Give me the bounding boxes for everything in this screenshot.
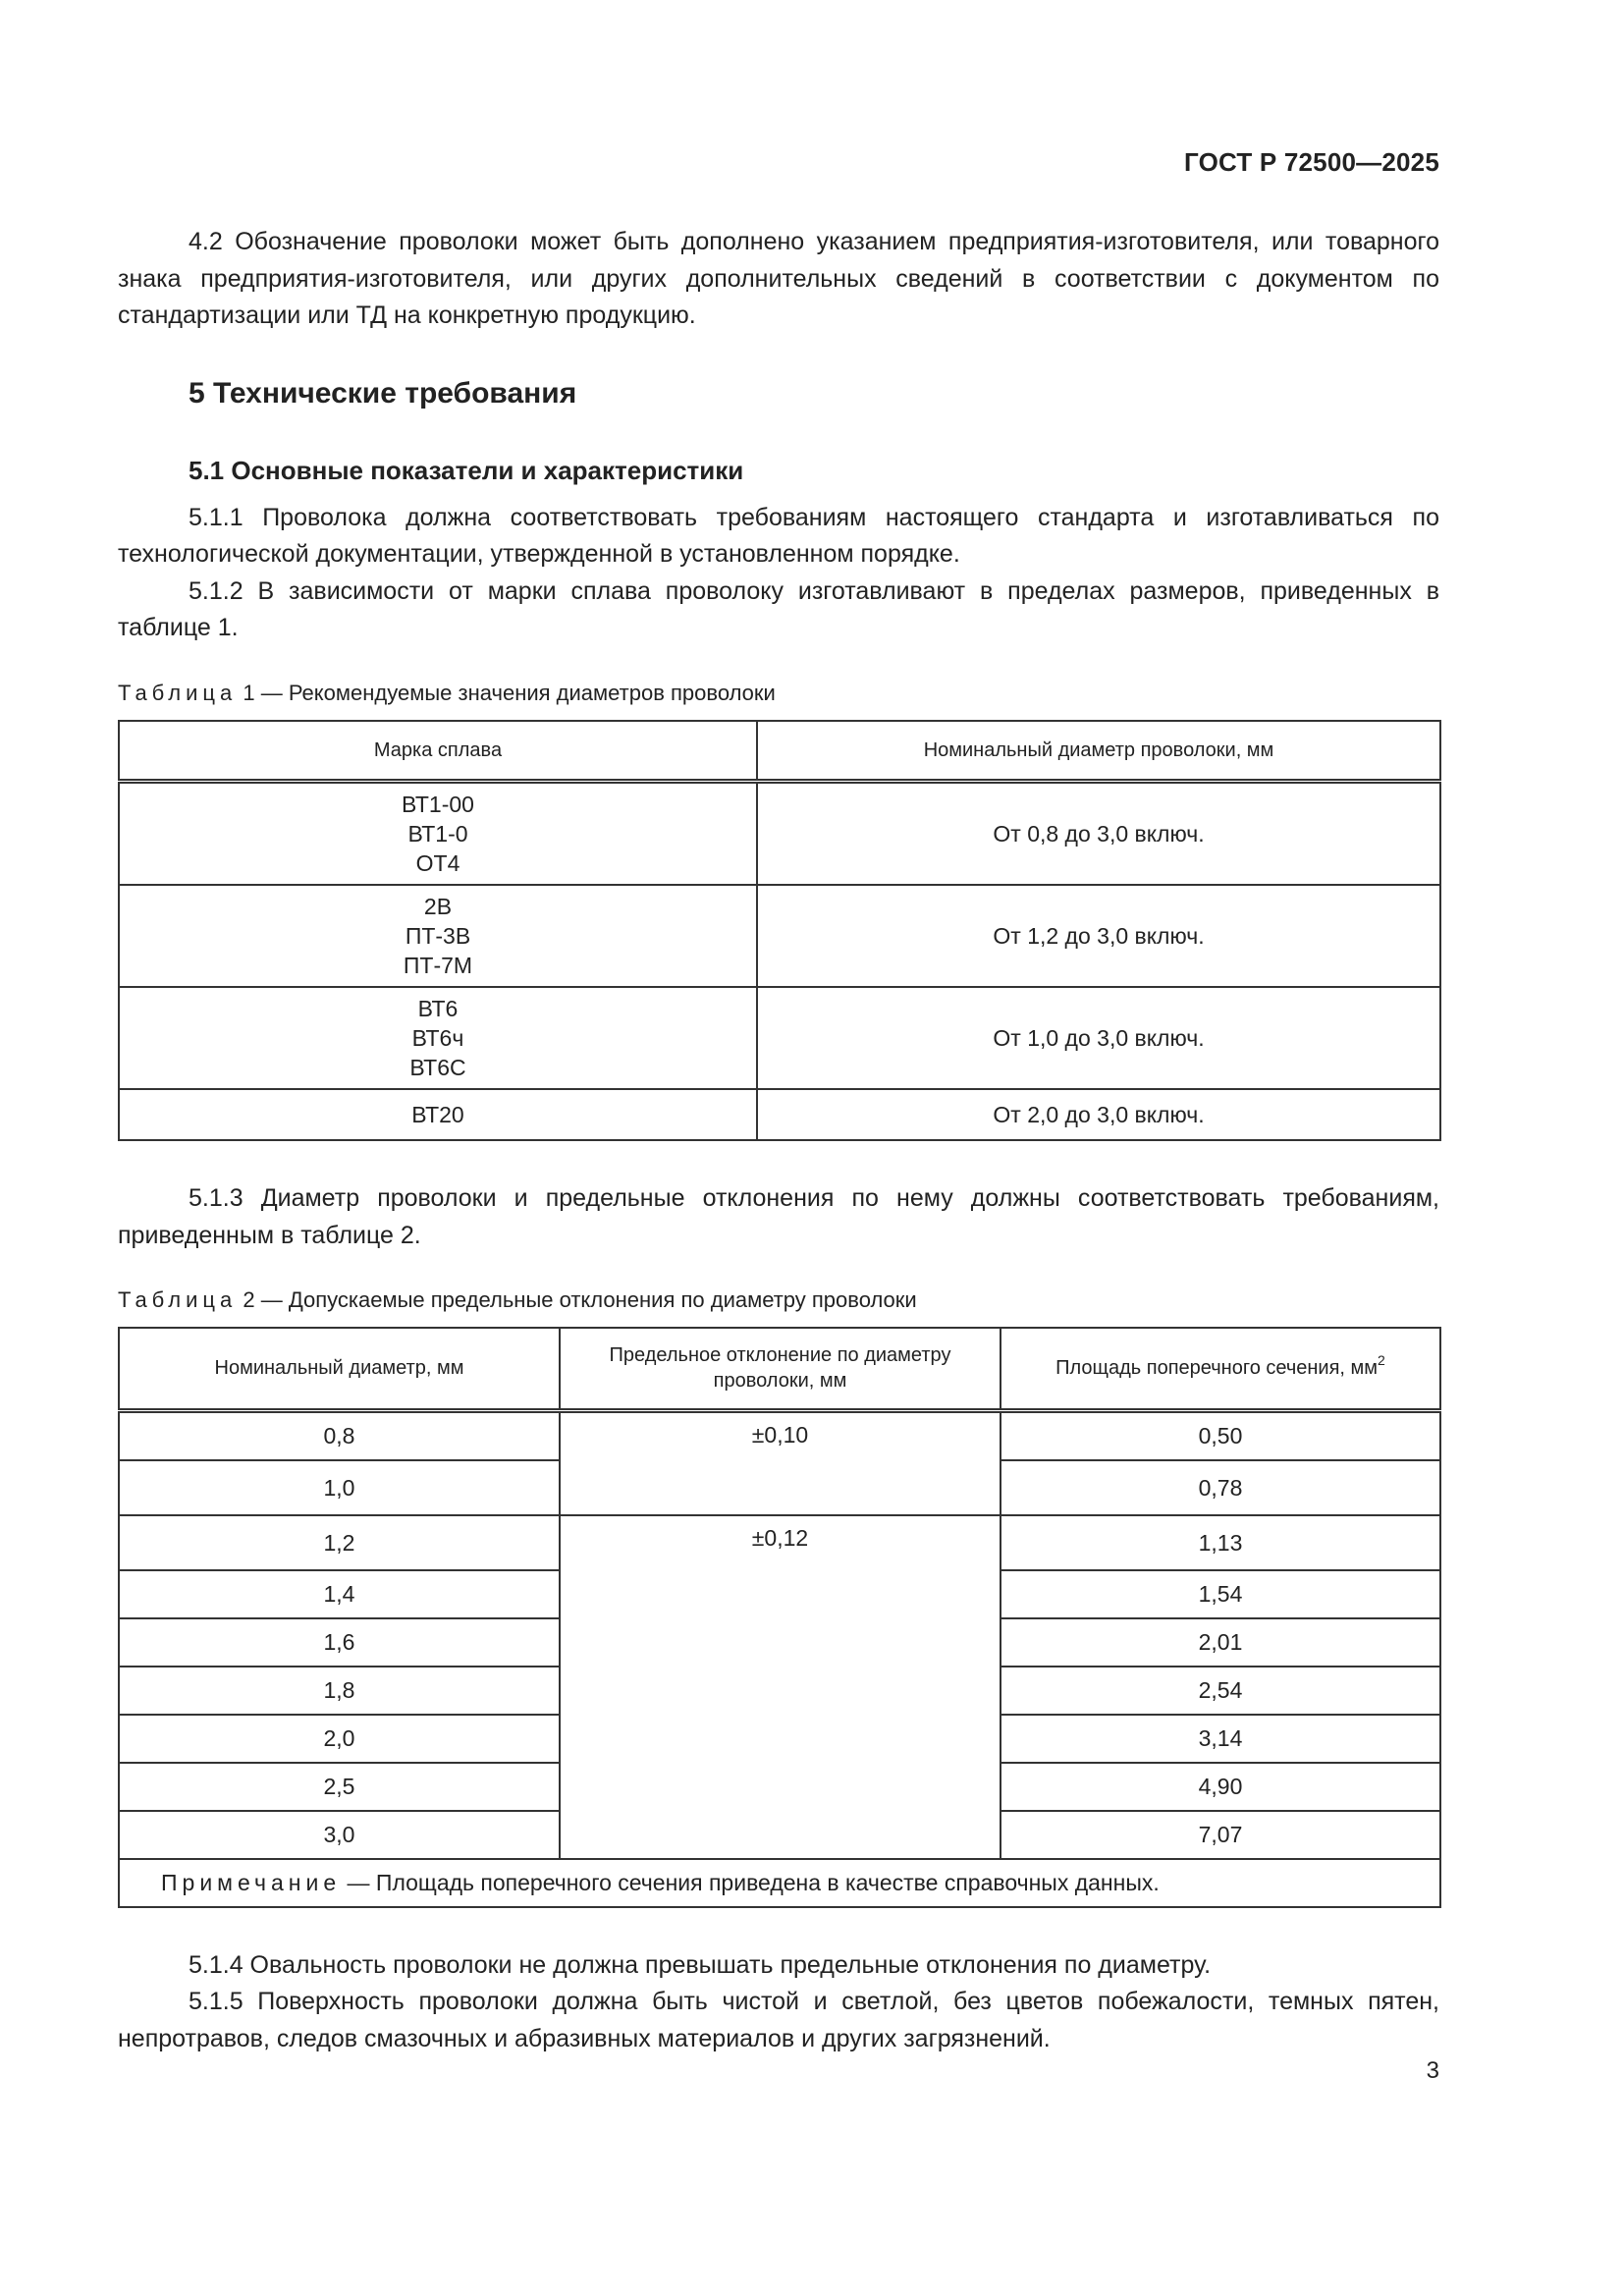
table1-caption-word: Таблица [118,680,238,705]
page-number: 3 [1426,2057,1439,2084]
table2-caption-word: Таблица [118,1287,238,1312]
paragraph-5-1-3: 5.1.3 Диаметр проволоки и предельные отклонения по нему должны соответствовать требованиям, приведенным в таблице 2. [118,1184,1439,1249]
table-row [119,885,1440,987]
note-word: Примечание [161,1870,342,1895]
superscript-2: 2 [1378,1352,1385,1369]
table2-caption [118,1285,1439,1315]
diameter-cell: 1,6 [119,1618,560,1667]
table2-header-tolerance: Предельное отклонение по диаметру проволоки, мм [560,1328,1001,1410]
alloy-grade: ВТ6ч [411,1025,464,1051]
area-cell: 4,90 [1001,1763,1440,1811]
alloy-grade: ОТ4 [415,850,460,876]
diameter-cell: 0,8 [119,1410,560,1460]
diameter-cell: 3,0 [119,1811,560,1859]
table1-range-cell: От 0,8 до 3,0 включ. [757,782,1440,886]
subsection-heading-5-1: 5.1 Основные показатели и характеристики [189,455,744,485]
area-cell: 2,01 [1001,1618,1440,1667]
table1-caption-text: 1 — Рекомендуемые значения диаметров проволоки [237,680,776,705]
table1-range-cell: От 1,2 до 3,0 включ. [757,885,1440,987]
alloy-grade: ПТ-3В [405,923,471,949]
alloy-grade: ВТ6 [417,996,459,1021]
table1-grade-cell [119,885,757,987]
table1-grade-cell [119,782,757,886]
table1-range-cell: От 2,0 до 3,0 включ. [757,1089,1440,1140]
alloy-grade: ВТ6С [409,1055,466,1080]
table1-range-cell: От 1,0 до 3,0 включ. [757,987,1440,1089]
diameter-cell: 1,0 [119,1460,560,1515]
table1-header-grade: Марка сплава [119,721,757,782]
table-row [119,782,1440,886]
area-cell: 0,78 [1001,1460,1440,1515]
area-cell: 0,50 [1001,1410,1440,1460]
alloy-grade: ВТ20 [411,1102,464,1127]
area-cell: 1,54 [1001,1570,1440,1618]
paragraph-4-2: 4.2 Обозначение проволоки может быть дополнено указанием предприятия-изготовителя, или товарного знака предприятия-изготовителя, или других дополнительных сведений в соответствии с документом по стандартизации или ТД на конкретную продукцию. [118,228,1439,329]
alloy-grade: ПТ-7М [403,953,473,978]
page-content [118,224,1439,2057]
diameter-cell: 2,5 [119,1763,560,1811]
table2 [118,1327,1441,1908]
table-row [119,1089,1440,1140]
table1-grade-cell [119,987,757,1089]
diameter-cell: 1,2 [119,1515,560,1570]
paragraph-5-1-4: 5.1.4 Овальность проволоки не должна превышать предельные отклонения по диаметру. [189,1950,1212,1979]
alloy-grade: ВТ1-0 [407,821,468,847]
table2-caption-text: 2 — Допускаемые предельные отклонения по диаметру проволоки [237,1287,917,1312]
tolerance-cell: ±0,10 [560,1410,1001,1515]
diameter-cell: 1,8 [119,1667,560,1715]
table2-header-area-text: Площадь поперечного сечения, мм [1055,1357,1379,1380]
diameter-cell: 2,0 [119,1715,560,1763]
table2-note-row [119,1859,1440,1907]
alloy-grade: ВТ1-00 [402,792,474,817]
table-row [119,1515,1440,1570]
table-row [119,1410,1440,1460]
table-row [119,987,1440,1089]
tolerance-cell: ±0,12 [560,1515,1001,1859]
table2-note [119,1859,1440,1907]
area-cell: 1,13 [1001,1515,1440,1570]
section-heading-5: 5 Технические требования [189,376,577,410]
area-cell: 2,54 [1001,1667,1440,1715]
table1-caption [118,679,1439,708]
table2-header-area [1001,1328,1440,1410]
table1-header-diameter: Номинальный диаметр проволоки, мм [757,721,1440,782]
document-code: ГОСТ Р 72500—2025 [1184,147,1439,177]
paragraph-5-1-2: 5.1.2 В зависимости от марки сплава проволоку изготавливают в пределах размеров, приведенных в таблице 1. [118,576,1439,641]
table1-header-row [119,721,1440,782]
area-cell: 3,14 [1001,1715,1440,1763]
table2-header-diameter: Номинальный диаметр, мм [119,1328,560,1410]
table1-grade-cell [119,1089,757,1140]
paragraph-5-1-5: 5.1.5 Поверхность проволоки должна быть чистой и светлой, без цветов побежалости, темных пятен, непротравов, следов смазочных и абразивных материалов и других загрязнений. [118,1988,1439,2052]
alloy-grade: 2В [423,894,453,919]
note-text: — Площадь поперечного сечения приведена в качестве справочных данных. [341,1870,1160,1895]
area-cell: 7,07 [1001,1811,1440,1859]
diameter-cell: 1,4 [119,1570,560,1618]
table2-header-row [119,1328,1440,1410]
table1 [118,720,1441,1142]
paragraph-5-1-1: 5.1.1 Проволока должна соответствовать требованиям настоящего стандарта и изготавливаться по технологической документации, утвержденной в установленном порядке. [118,503,1439,568]
